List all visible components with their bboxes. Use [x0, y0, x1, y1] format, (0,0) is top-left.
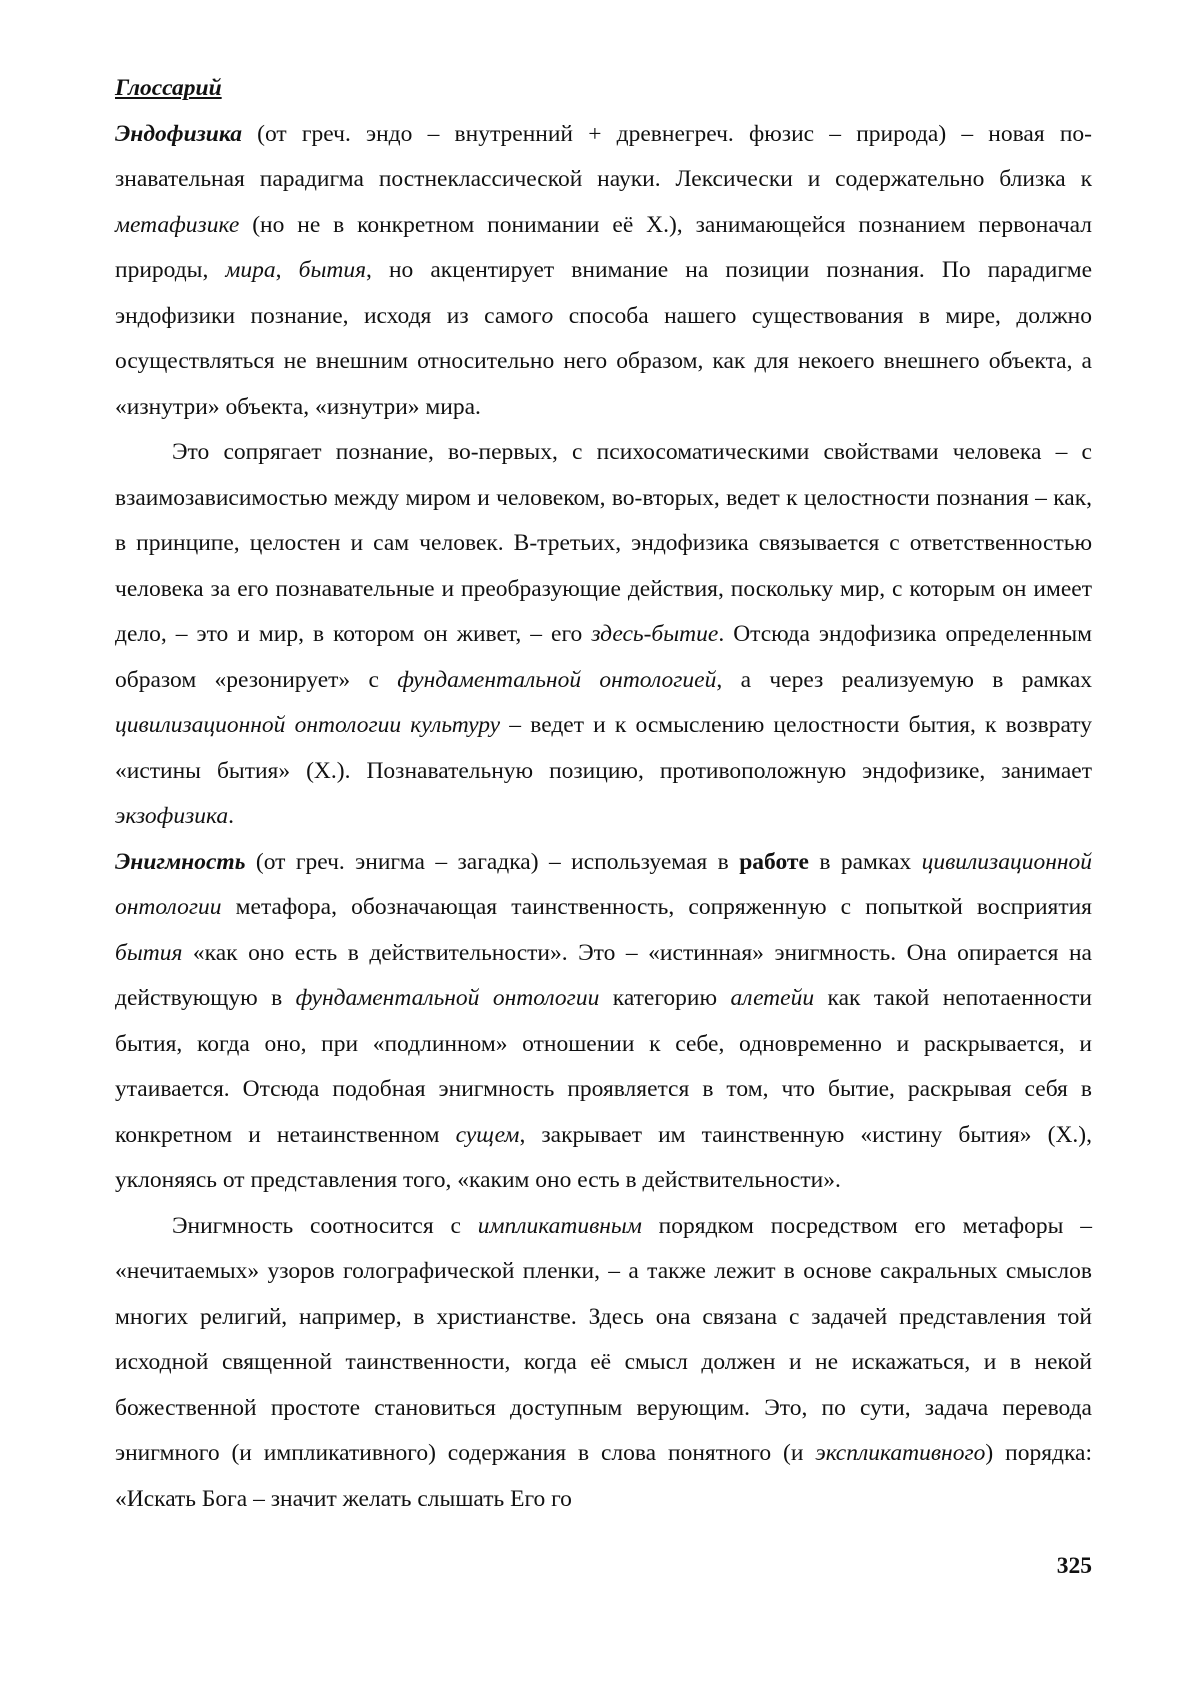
glossary-link-civilizational-ontology: цивилизационной онтологии культуру: [115, 712, 500, 738]
glossary-link-fundamental-ontology: фундамен­тальной онтологией: [397, 667, 716, 693]
entry-term-enigmaticity: Энигмность: [115, 849, 245, 875]
glossary-link-implicative: импликативным: [478, 1213, 642, 1239]
glossary-link-aletheia: алетейи: [730, 985, 814, 1011]
entry-enigmaticity-paragraph-2: Энигмность соотносится с импликативным порядком посредством его метафоры – «нечитаемых» узоров голографической пленки, – а также лежит в основе сакраль­ных смыслов многих религий, например, в христианстве. Здесь она связана с задачей представления той исходной священной таинственности, когда её смысл должен и не искажаться, и в некой божественной простоте становиться доступным верующим. Это, по сути, задача перевода энигмного (и импликативного) содержания в слова по­нятного (и экспликативного) порядка: «Искать Бога – значит желать слышать Его го­: [115, 1204, 1092, 1523]
glossary-link-civilizational-ontology-2: цивилиза­ционной онтологии: [115, 849, 1092, 921]
document-page: [0, 0, 1200, 1697]
glossary-link-here-being: здесь-бытие: [591, 621, 718, 647]
entry-enigmaticity-paragraph-1: Энигмность (от греч. энигма – загадка) – используемая в работе в рамках цивилиза­ционной онтологии метафора, обозначающая таинственность, сопряженную с попыт­кой восприятия бытия «как оно есть в действительности». Это – «истинная» энигм­ность. Она опирается на действующую в фундаментальной онтологии категорию алетейи как такой непотаенности бытия, когда оно, при «подлинном» отношении к себе, одновременно и раскрывается, и утаивается. Отсюда подобная энигмность про­является в том, что бытие, раскрывая себя в конкретном и нетаинственном сущем, закрывает им таинственную «истину бытия» (Х.), уклоняясь от представления того, «каким оно есть в действительности».: [115, 840, 1092, 1204]
glossary-link-exophysics: экзофизика: [115, 803, 228, 829]
glossary-link-being-2: бытия: [115, 940, 182, 966]
glossary-link-being: бытия: [299, 257, 366, 283]
glossary-link-entity: сущем: [456, 1122, 520, 1148]
entry-term-endophysics: Эндофизика: [115, 121, 242, 147]
glossary-link-metaphysics: метафизике: [115, 212, 239, 238]
glossary-text: [115, 66, 1092, 1522]
entry-endophysics-paragraph-2: Это сопрягает познание, во-первых, с психосоматическими свойствами человека – с взаимозависимостью между миром и человеком, во-вторых, ведет к целостности познания – как, в принципе, целостен и сам человек. В-третьих, эндофизика связыва­ется с ответственностью человека за его познавательные и преобразующие действия, поскольку мир, с которым он имеет дело, – это и мир, в котором он живет, – его здесь-бытие. Отсюда эндофизика определенным образом «резонирует» с фундамен­тальной онтологией, а через реализуемую в рамках цивилизационной онтологии культуру – ведет и к осмыслению целостности бытия, к возврату «истины бытия» (Х.). Познавательную позицию, противоположную эндофизике, занимает экзофизика.: [115, 430, 1092, 840]
glossary-heading: Глоссарий: [115, 75, 222, 101]
page-number: 325: [1057, 1553, 1092, 1580]
glossary-link-explicative: экспликативного: [815, 1440, 985, 1466]
entry-endophysics-paragraph-1: Эндофизика (от греч. эндо – внутренний + древнегреч. фюзис – природа) – новая по­знавательная парадигма постнеклассической науки. Лексически и содержательно близка к метафизике (но не в конкретном понимании её Х.), занимающейся познани­ем первоначал природы, мира, бытия, но акцентирует внимание на позиции позна­ния. По парадигме эндофизики познание, исходя из самого способа нашего существо­вания в мире, должно осуществляться не внешним относительно него образом, как для некоего внешнего объекта, а «изнутри» объекта, «изнутри» мира.: [115, 112, 1092, 431]
glossary-link-work: работе: [739, 849, 809, 875]
glossary-link-fundamental-ontology-2: фундаментальной онтологии: [296, 985, 600, 1011]
glossary-link-world: мира: [225, 257, 275, 283]
glossary-heading-line: [115, 66, 1092, 112]
